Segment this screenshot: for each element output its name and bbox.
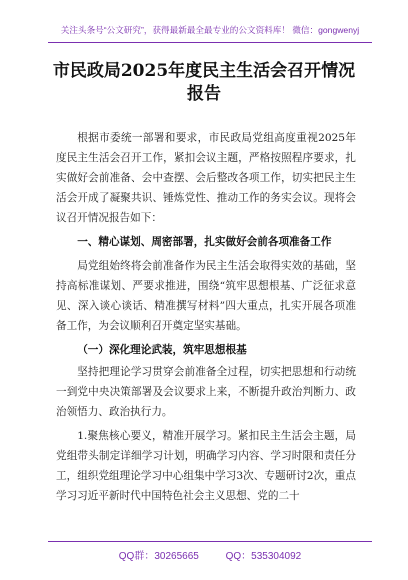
title-line-1: 市民政局2025年度民主生活会召开情况 [52, 61, 356, 81]
footer-qq-group: QQ群：30265665 [118, 551, 199, 562]
footer-divider [48, 541, 372, 542]
document-title [40, 60, 368, 106]
footer-qq: QQ：535304092 [225, 551, 302, 562]
intro-paragraph: 根据市委统一部署和要求，市民政局党组高度重视2025年度民主生活会召开工作，紧扣会议主题，严格按照程序要求，扎实做好会前准备、会中查摆、会后整改各项工作，切实把民主生活会开成了凝聚共识、锤炼党性、推动工作的务实会议。现将会议召开情况报告如下： [56, 132, 356, 224]
section-1-heading: 一、精心谋划、周密部署，扎实做好会前各项准备工作 [77, 236, 332, 248]
title-line-2: 报告 [187, 84, 221, 104]
header-banner: 关注头条号“公文研究”，获得最新最全最专业的公文资料库！ 微信：gongwenyj [60, 25, 360, 35]
point-1-paragraph: 1.聚焦核心要义，精准开展学习。紧扣民主生活会主题，局党组带头制定详细学习计划，明确学习内容、学习时限和责任分工，组织党组理论学习中心组集中学习3次、专题研讨2次，重点学习习近平新时代中国特色社会主义思想、党的二十 [56, 430, 356, 502]
footer-contacts [48, 547, 372, 562]
section-1-paragraph: 局党组始终将会前准备作为民主生活会取得实效的基础，坚持高标准谋划、严要求推进，围绕“筑牢思想根基、广泛征求意见、深入谈心谈话、精准撰写材料”四大重点，扎实开展各项准备工作，为会议顺利召开奠定坚实基础。 [56, 260, 356, 332]
subsection-1-paragraph: 坚持把理论学习贯穿会前准备全过程，切实把思想和行动统一到党中央决策部署及会议要求上来，不断提升政治判断力、政治领悟力、政治执行力。 [56, 366, 356, 418]
subsection-1-heading: （一）深化理论武装，筑牢思想根基 [77, 344, 247, 356]
header-divider [48, 42, 372, 43]
